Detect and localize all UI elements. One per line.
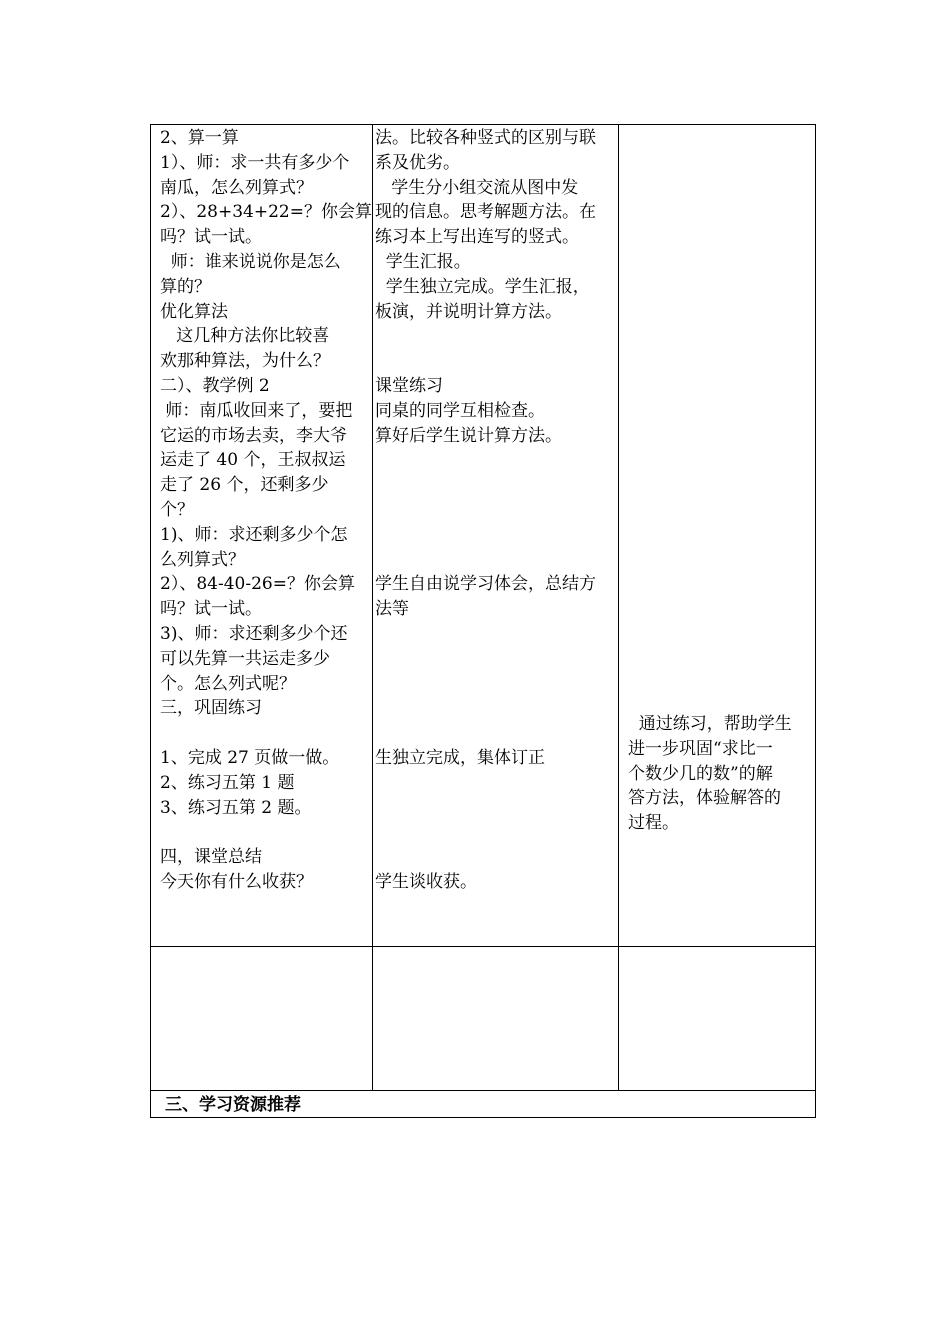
teacher-activity-line: 个。怎么列式呢？ [160,673,296,694]
teacher-activity-line: 优化算法 [160,301,228,322]
student-activity-line [375,448,620,473]
student-activity-line [375,771,620,796]
teacher-activity-cell [160,126,372,895]
teacher-activity-line: 个？ [160,499,194,520]
teacher-activity-line: 师：南瓜收回来了，要把 [160,400,353,421]
teacher-activity-line: 可以先算一共运走多少 [160,648,330,669]
student-activity-line: 学生独立完成。学生汇报， [375,276,590,297]
student-activity-line: 法。比较各种竖式的区别与联 [375,128,596,148]
student-activity-line: 板演，并说明计算方法。 [375,301,562,322]
teacher-activity-line: 师：谁来说说你是怎么 [160,251,341,272]
teacher-activity-line: 走了 26 个，还剩多少 [160,475,329,496]
teacher-activity-line: 运走了 40 个，王叔叔运 [160,450,346,471]
student-activity-line [375,721,620,746]
design-intent-line: 进一步巩固“求比一 [628,738,773,759]
student-activity-cell [375,126,620,895]
teacher-activity-line [160,820,368,845]
student-activity-line: 学生汇报。 [375,251,471,272]
teacher-activity-line [160,721,368,746]
teacher-activity-line: 它运的市场去卖，李大爷 [160,425,347,446]
design-intent-line: 答方法，体验解答的 [628,788,781,809]
teacher-activity-line: 吗？试一试。 [160,227,262,248]
student-activity-line [375,845,620,870]
teacher-activity-line: 3、练习五第 2 题。 [160,797,312,818]
student-activity-line: 同桌的同学互相检查。 [375,400,545,421]
teacher-activity-line: 3)、师：求还剩多少个还 [160,623,348,644]
teacher-activity-line: 欢那种算法，为什么？ [160,351,330,372]
teacher-activity-line: 2、练习五第 1 题 [160,772,295,793]
student-activity-line [375,349,620,374]
table-row-divider [150,1090,816,1091]
design-intent-cell [628,712,810,836]
section-title: 三、学习资源推荐 [165,1095,301,1115]
teacher-activity-line: 2、算一算 [160,128,239,148]
teacher-activity-line: 么列算式？ [160,549,245,570]
teacher-activity-line: 2）、84-40-26=？你会算 [160,574,355,595]
student-activity-line [375,498,620,523]
student-activity-line: 算好后学生说计算方法。 [375,425,562,446]
teacher-activity-line: 南瓜，怎么列算式？ [160,177,313,198]
student-activity-line [375,523,620,548]
teacher-activity-line: 今天你有什么收获？ [160,871,313,892]
table-border-right [815,124,816,1118]
teacher-activity-line: 1)、师：求还剩多少个怎 [160,524,348,545]
student-activity-line [375,796,620,821]
student-activity-line [375,696,620,721]
design-intent-line: 个数少几的数”的解 [628,763,773,784]
student-activity-line: 学生谈收获。 [375,871,477,892]
student-activity-line: 学生分小组交流从图中发 [375,177,579,198]
student-activity-line [375,820,620,845]
teacher-activity-line: 四，课堂总结 [160,847,262,868]
student-activity-line [375,548,620,573]
teacher-activity-line: 二）、教学例 2 [160,375,270,396]
table-border-bottom [150,1117,816,1118]
teacher-activity-line: 1）、师：求一共有多少个 [160,152,350,173]
table-row-divider [150,946,816,947]
student-activity-line: 课堂练习 [375,375,443,396]
student-activity-line: 现的信息。思考解题方法。在 [375,202,596,223]
student-activity-line [375,622,620,647]
teacher-activity-line: 1、完成 27 页做一做。 [160,747,340,768]
student-activity-line: 练习本上写出连写的竖式。 [375,227,579,248]
student-activity-line: 生独立完成，集体订正 [375,747,545,768]
student-activity-line: 系及优劣。 [375,152,460,173]
design-intent-line: 通过练习，帮助学生 [628,714,792,734]
table-border-left [150,124,151,1118]
student-activity-line: 法等 [375,599,409,620]
student-activity-line [375,647,620,672]
teacher-activity-line: 这几种方法你比较喜 [160,326,330,347]
student-activity-line: 学生自由说学习体会，总结方 [375,574,596,595]
student-activity-line [375,324,620,349]
teacher-activity-line: 算的？ [160,276,211,297]
table-column-divider [372,124,373,1091]
teacher-activity-line: 吗？试一试。 [160,599,262,620]
teacher-activity-line: 2）、28+34+22=？你会算 [160,202,372,223]
table-border-top [150,124,816,125]
student-activity-line [375,473,620,498]
student-activity-line [375,672,620,697]
teacher-activity-line: 三，巩固练习 [160,698,262,719]
design-intent-line: 过程。 [628,813,679,834]
